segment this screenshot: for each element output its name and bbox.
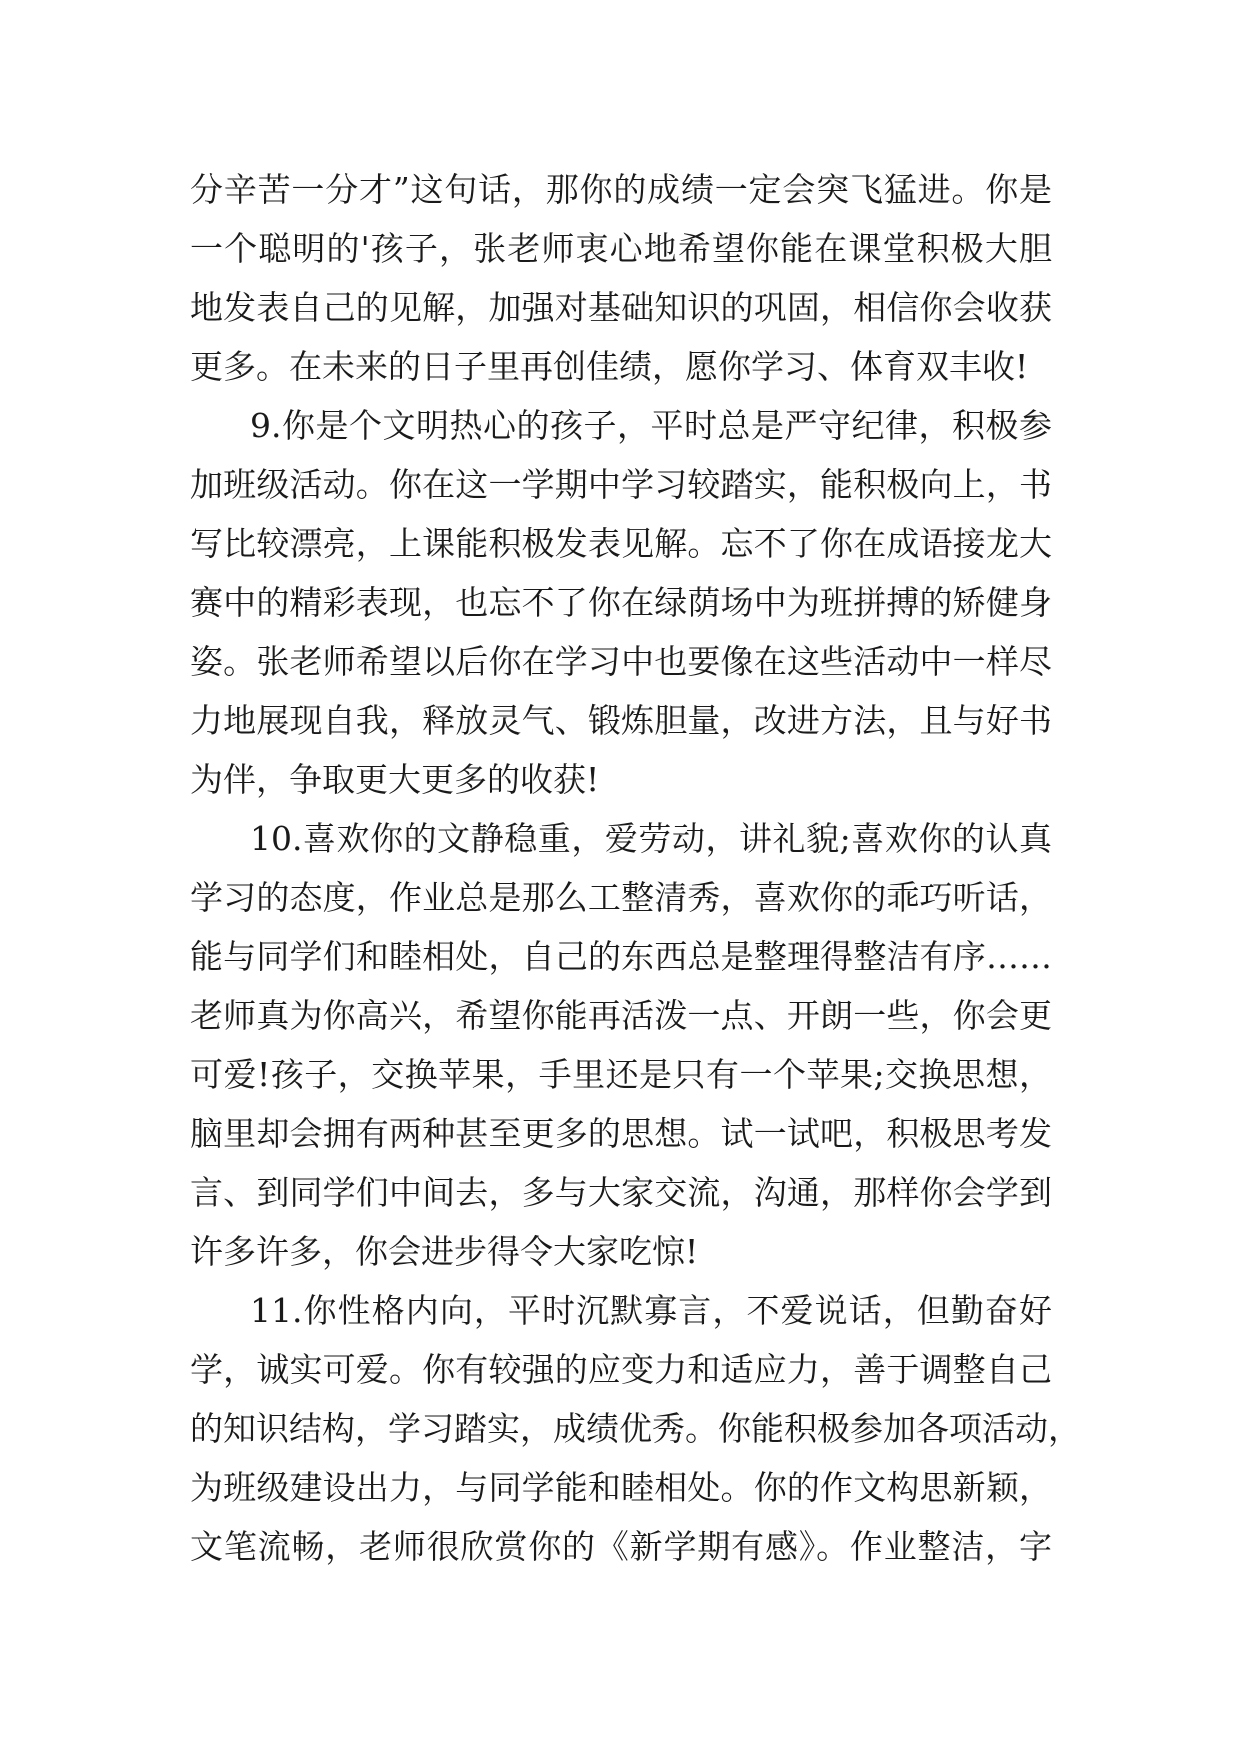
- text-line: 文笔流畅，老师很欣赏你的《新学期有感》。作业整洁，字: [190, 1527, 1052, 1566]
- document-body: [190, 160, 1081, 1576]
- text-line: 力地展现自我，释放灵气、锻炼胆量，改进方法，且与好书: [190, 701, 1052, 740]
- text-line: 的知识结构，学习踏实，成绩优秀。你能积极参加各项活动，: [190, 1409, 1081, 1448]
- text-line: 加班级活动。你在这一学期中学习较踏实，能积极向上，书: [190, 465, 1052, 504]
- text-line: 能与同学们和睦相处，自己的东西总是整理得整洁有序……: [190, 937, 1052, 976]
- text-line: 11.你性格内向，平时沉默寡言，不爱说话，但勤奋好: [250, 1291, 1052, 1330]
- text-line: 许多许多，你会进步得令大家吃惊!: [190, 1232, 699, 1271]
- paragraph-11: [190, 1281, 1081, 1576]
- paragraph-8-continuation: [190, 160, 1052, 396]
- text-line: 更多。在未来的日子里再创佳绩，愿你学习、体育双丰收!: [190, 347, 1029, 386]
- text-line: 学，诚实可爱。你有较强的应变力和适应力，善于调整自己: [190, 1350, 1052, 1389]
- text-line: 姿。张老师希望以后你在学习中也要像在这些活动中一样尽: [190, 642, 1052, 681]
- paragraph-10: [190, 809, 1052, 1281]
- text-line: 可爱!孩子，交换苹果，手里还是只有一个苹果;交换思想，: [190, 1055, 1052, 1094]
- paragraph-9: [190, 396, 1052, 809]
- text-line: 写比较漂亮，上课能积极发表见解。忘不了你在成语接龙大: [190, 524, 1052, 563]
- text-line: 9.你是个文明热心的孩子，平时总是严守纪律，积极参: [250, 406, 1052, 445]
- text-line: 10.喜欢你的文静稳重，爱劳动，讲礼貌;喜欢你的认真: [250, 819, 1052, 858]
- text-line: 脑里却会拥有两种甚至更多的思想。试一试吧，积极思考发: [190, 1114, 1052, 1153]
- text-line: 分辛苦一分才”这句话，那你的成绩一定会突飞猛进。你是: [190, 170, 1052, 209]
- text-line: 学习的态度，作业总是那么工整清秀，喜欢你的乖巧听话，: [190, 878, 1052, 917]
- text-line: 一个聪明的'孩子，张老师衷心地希望你能在课堂积极大胆: [190, 229, 1052, 268]
- text-line: 为班级建设出力，与同学能和睦相处。你的作文构思新颖，: [190, 1468, 1052, 1507]
- text-line: 地发表自己的见解，加强对基础知识的巩固，相信你会收获: [190, 288, 1052, 327]
- text-line: 老师真为你高兴，希望你能再活泼一点、开朗一些，你会更: [190, 996, 1052, 1035]
- text-line: 为伴，争取更大更多的收获!: [190, 760, 600, 799]
- text-line: 言、到同学们中间去，多与大家交流，沟通，那样你会学到: [190, 1173, 1052, 1212]
- text-line: 赛中的精彩表现，也忘不了你在绿荫场中为班拼搏的矫健身: [190, 583, 1052, 622]
